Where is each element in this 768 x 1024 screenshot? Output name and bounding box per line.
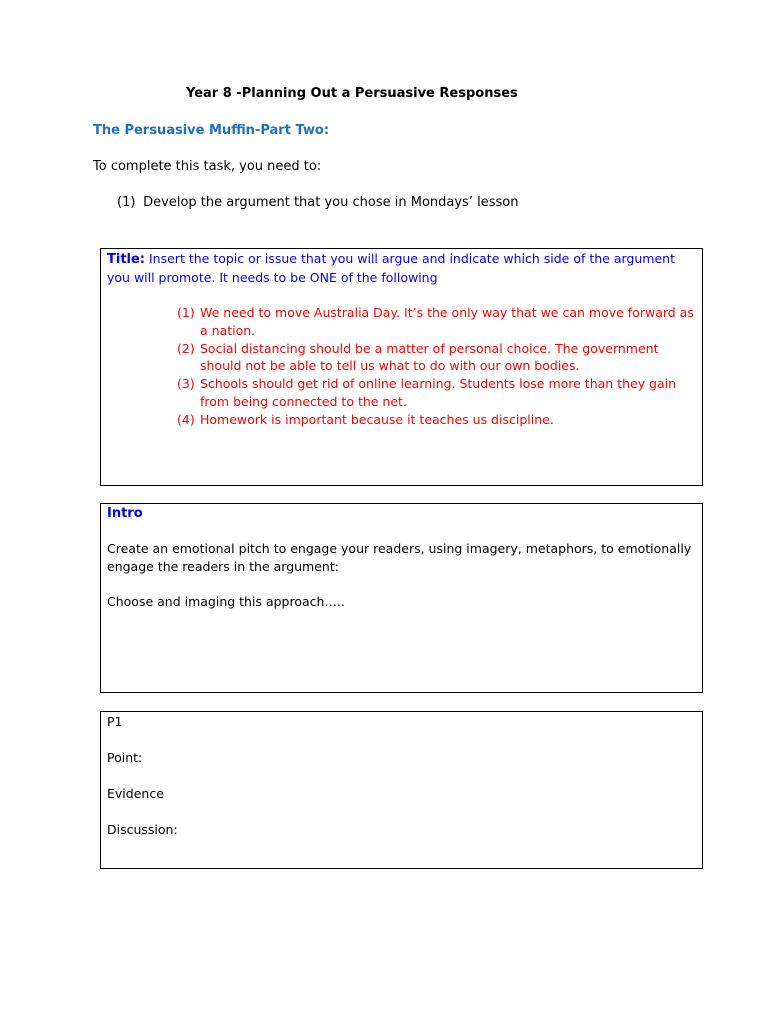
title-instruction xyxy=(107,249,696,286)
topic-option-number: (2) xyxy=(177,340,195,356)
topic-option-number: (3) xyxy=(177,376,195,392)
p1-point-label: Point: xyxy=(107,750,143,765)
document-title: Year 8 -Planning Out a Persuasive Responses xyxy=(186,86,518,101)
p1-discussion-label: Discussion: xyxy=(107,822,178,837)
topic-options-list xyxy=(107,304,696,429)
title-label: Title: xyxy=(107,252,146,267)
intro-prompt: Choose and imaging this approach….. xyxy=(107,594,345,609)
section-subheading: The Persuasive Muffin-Part Two: xyxy=(93,123,330,138)
title-box xyxy=(100,248,703,486)
title-instruction-text: Insert the topic or issue that you will argue and indicate which side of the argument you will promote. It needs to be ONE of the following xyxy=(107,251,675,285)
intro-box xyxy=(100,503,703,693)
task-step-1 xyxy=(117,195,518,210)
task-intro-text: To complete this task, you need to: xyxy=(93,159,322,174)
topic-option-text: Social distancing should be a matter of personal choice. The government should not be able to tell us what to do with our own bodies. xyxy=(200,340,659,374)
intro-description: Create an emotional pitch to engage your readers, using imagery, metaphors, to emotionally engage the readers in the argument: xyxy=(107,541,692,574)
task-step-number: (1) xyxy=(117,195,136,210)
topic-option-number: (4) xyxy=(177,412,195,428)
topic-option-text: We need to move Australia Day. It’s the only way that we can move forward as a nation. xyxy=(200,305,694,338)
topic-option xyxy=(177,340,696,375)
topic-option xyxy=(177,411,696,429)
topic-option-text: Homework is important because it teaches us discipline. xyxy=(200,412,554,428)
paragraph-1-box xyxy=(100,711,703,869)
topic-option-number: (1) xyxy=(177,305,195,320)
p1-evidence-label: Evidence xyxy=(107,786,164,801)
task-step-text: Develop the argument that you chose in Mondays’ lesson xyxy=(143,195,519,210)
topic-option xyxy=(177,304,696,339)
topic-option xyxy=(177,375,696,410)
topic-option-text: Schools should get rid of online learning. Students lose more than they gain from being connected to the net. xyxy=(200,376,677,409)
intro-label: Intro xyxy=(107,506,143,521)
p1-label: P1 xyxy=(107,714,123,729)
